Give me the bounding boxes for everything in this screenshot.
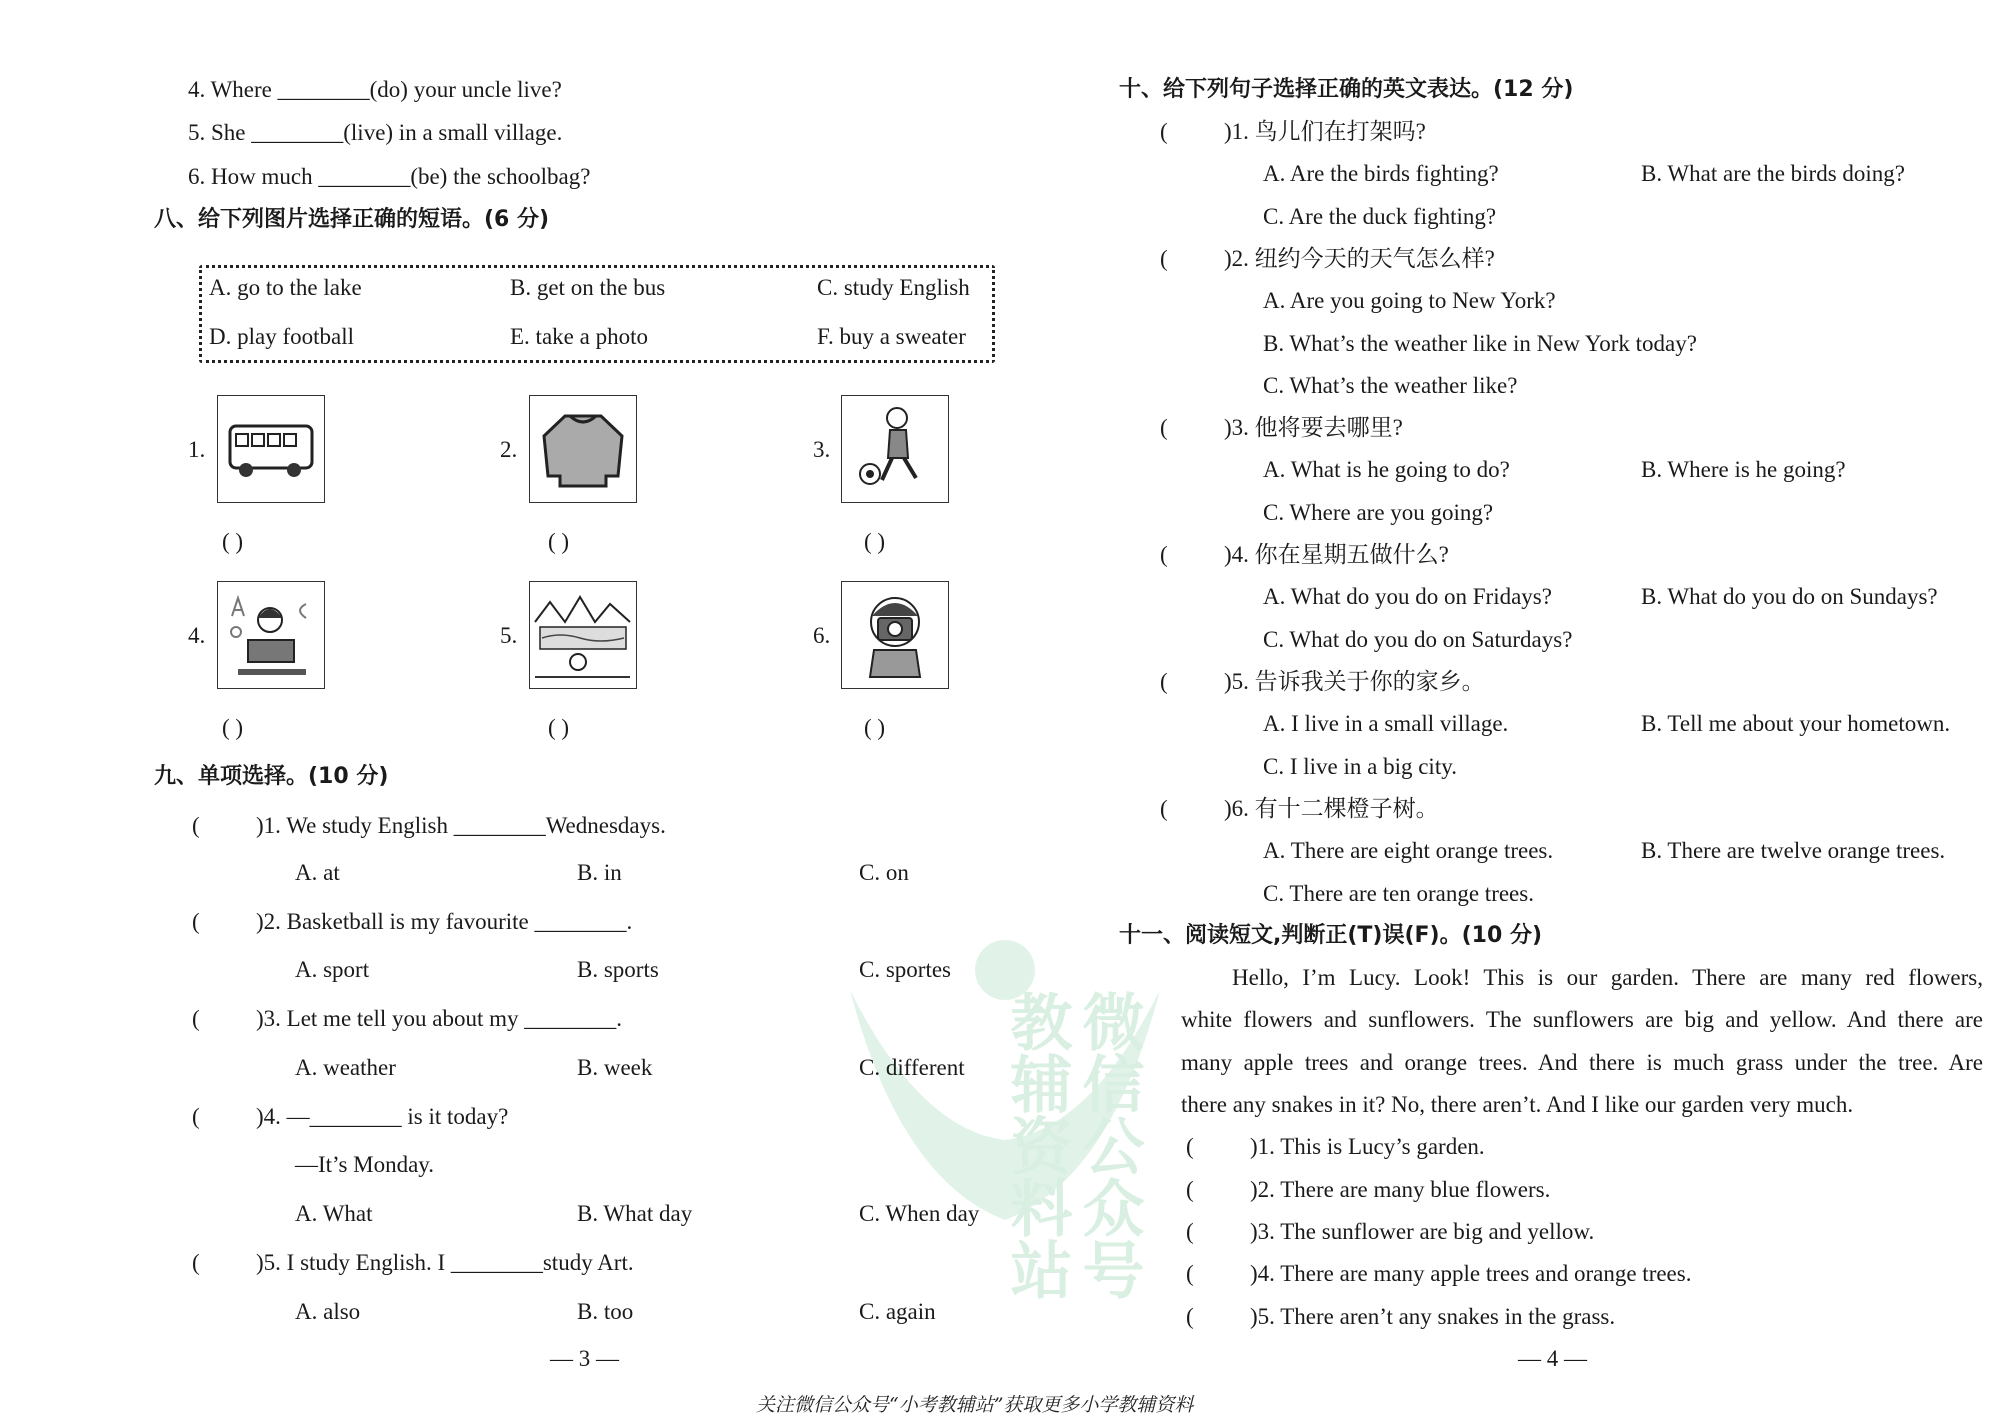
choice-option: A. I live in a small village.: [1263, 711, 1509, 736]
choice-option: B. sports: [577, 957, 659, 982]
page-number: — 3 —: [550, 1346, 619, 1371]
question-stem: )1. We study English ________Wednesdays.: [256, 813, 666, 838]
choice-option: C. I live in a big city.: [1263, 754, 1457, 779]
answer-paren[interactable]: (: [1186, 1134, 1194, 1159]
choice-option: B. Tell me about your hometown.: [1641, 711, 1951, 736]
picture-number: 1.: [188, 437, 206, 462]
passage-line: Hello, I’m Lucy. Look! This is our garden. There are many red flowers,: [1232, 965, 1983, 990]
phrase-option: F. buy a sweater: [817, 324, 966, 349]
question-reply: —It’s Monday.: [295, 1152, 435, 1177]
watermark-text-2: 教辅资料站: [1000, 990, 1073, 1300]
choice-option: C. What do you do on Saturdays?: [1263, 627, 1573, 652]
question-stem: )4. 你在星期五做什么?: [1224, 542, 1449, 567]
question-stem: )5. 告诉我关于你的家乡。: [1224, 669, 1485, 694]
sweater-icon: [529, 395, 637, 503]
picture-number: 3.: [813, 437, 831, 462]
answer-blank[interactable]: ( ): [864, 715, 886, 740]
true-false-statement: )4. There are many apple trees and orange trees.: [1250, 1261, 1692, 1286]
section-8-heading: 八、给下列图片选择正确的短语。(6 分): [154, 207, 550, 232]
question-stem: )5. I study English. I ________study Art.: [256, 1250, 634, 1275]
true-false-statement: )2. There are many blue flowers.: [1250, 1177, 1551, 1202]
choice-option: B. What do you do on Sundays?: [1641, 584, 1938, 609]
choice-option: B. What day: [577, 1201, 693, 1226]
answer-paren[interactable]: (: [1186, 1177, 1194, 1202]
question-stem: )3. 他将要去哪里?: [1224, 415, 1403, 440]
bus-icon: [217, 395, 325, 503]
answer-paren[interactable]: (: [1160, 669, 1168, 694]
answer-blank[interactable]: ( ): [548, 715, 570, 740]
phrase-option: D. play football: [209, 324, 354, 349]
question-stem: )4. —________ is it today?: [256, 1104, 509, 1129]
choice-option: C. When day: [859, 1201, 980, 1226]
answer-paren[interactable]: (: [192, 1250, 200, 1275]
answer-paren[interactable]: (: [192, 1006, 200, 1031]
question-stem: )2. 纽约今天的天气怎么样?: [1224, 246, 1495, 271]
phrase-option: B. get on the bus: [510, 275, 666, 300]
question-stem: )1. 鸟儿们在打架吗?: [1224, 119, 1426, 144]
choice-option: B. Where is he going?: [1641, 457, 1846, 482]
answer-paren[interactable]: (: [192, 1104, 200, 1129]
choice-option: A. What is he going to do?: [1263, 457, 1510, 482]
choice-option: A. weather: [295, 1055, 396, 1080]
choice-option: C. sportes: [859, 957, 951, 982]
choice-option: C. What’s the weather like?: [1263, 373, 1518, 398]
footer-note: 关注微信公众号“小考教辅站”获取更多小学教辅资料: [756, 1394, 1194, 1416]
passage-line: many apple trees and orange trees. And there is much grass under the tree. Are: [1181, 1050, 1983, 1075]
answer-paren[interactable]: (: [1186, 1261, 1194, 1286]
choice-option: A. What: [295, 1201, 373, 1226]
watermark-text-1: 微信公众号: [1072, 990, 1145, 1300]
section-10-heading: 十、给下列句子选择正确的英文表达。(12 分): [1119, 77, 1574, 102]
true-false-statement: )3. The sunflower are big and yellow.: [1250, 1219, 1595, 1244]
phrase-option: E. take a photo: [510, 324, 648, 349]
choice-option: A. There are eight orange trees.: [1263, 838, 1554, 863]
choice-option: C. Where are you going?: [1263, 500, 1494, 525]
fill-in-question: 6. How much ________(be) the schoolbag?: [188, 164, 591, 189]
choice-option: A. Are you going to New York?: [1263, 288, 1556, 313]
answer-paren[interactable]: (: [192, 813, 200, 838]
choice-option: A. Are the birds fighting?: [1263, 161, 1499, 186]
question-stem: )6. 有十二棵橙子树。: [1224, 796, 1439, 821]
answer-paren[interactable]: (: [1160, 119, 1168, 144]
choice-option: C. Are the duck fighting?: [1263, 204, 1497, 229]
phrase-option: C. study English: [817, 275, 970, 300]
section-11-heading: 十一、阅读短文,判断正(T)误(F)。(10 分): [1119, 923, 1542, 948]
passage-line: there any snakes in it? No, there aren’t. And I like our garden very much.: [1181, 1092, 1854, 1117]
section-9-heading: 九、单项选择。(10 分): [154, 764, 389, 789]
choice-option: C. There are ten orange trees.: [1263, 881, 1534, 906]
picture-number: 5.: [500, 623, 518, 648]
choice-option: B. What’s the weather like in New York today?: [1263, 331, 1697, 356]
true-false-statement: )5. There aren’t any snakes in the grass.: [1250, 1304, 1616, 1329]
choice-option: B. What are the birds doing?: [1641, 161, 1906, 186]
answer-paren[interactable]: (: [1160, 542, 1168, 567]
answer-paren[interactable]: (: [1160, 415, 1168, 440]
choice-option: C. again: [859, 1299, 936, 1324]
fill-in-question: 4. Where ________(do) your uncle live?: [188, 77, 562, 102]
choice-option: C. different: [859, 1055, 965, 1080]
answer-blank[interactable]: ( ): [222, 715, 244, 740]
camera-boy-icon: [841, 581, 949, 689]
true-false-statement: )1. This is Lucy’s garden.: [1250, 1134, 1485, 1159]
fill-in-question: 5. She ________(live) in a small village.: [188, 120, 563, 145]
choice-option: B. There are twelve orange trees.: [1641, 838, 1946, 863]
picture-number: 4.: [188, 623, 206, 648]
football-player-icon: [841, 395, 949, 503]
answer-blank[interactable]: ( ): [548, 529, 570, 554]
lake-scene-icon: [529, 581, 637, 689]
choice-option: B. in: [577, 860, 622, 885]
choice-option: A. What do you do on Fridays?: [1263, 584, 1552, 609]
question-stem: )2. Basketball is my favourite ________.: [256, 909, 633, 934]
choice-option: A. also: [295, 1299, 361, 1324]
choice-option: A. sport: [295, 957, 370, 982]
choice-option: A. at: [295, 860, 340, 885]
phrase-option: A. go to the lake: [209, 275, 362, 300]
answer-paren[interactable]: (: [1160, 246, 1168, 271]
choice-option: B. too: [577, 1299, 634, 1324]
choice-option: C. on: [859, 860, 909, 885]
answer-blank[interactable]: ( ): [222, 529, 244, 554]
picture-number: 2.: [500, 437, 518, 462]
passage-line: white flowers and sunflowers. The sunflowers are big and yellow. And there are: [1181, 1007, 1983, 1032]
answer-paren[interactable]: (: [192, 909, 200, 934]
question-stem: )3. Let me tell you about my ________.: [256, 1006, 623, 1031]
answer-paren[interactable]: (: [1160, 796, 1168, 821]
answer-paren[interactable]: (: [1186, 1304, 1194, 1329]
page-number: — 4 —: [1518, 1346, 1587, 1371]
answer-paren[interactable]: (: [1186, 1219, 1194, 1244]
girl-studying-icon: [217, 581, 325, 689]
answer-blank[interactable]: ( ): [864, 529, 886, 554]
picture-number: 6.: [813, 623, 831, 648]
choice-option: B. week: [577, 1055, 653, 1080]
